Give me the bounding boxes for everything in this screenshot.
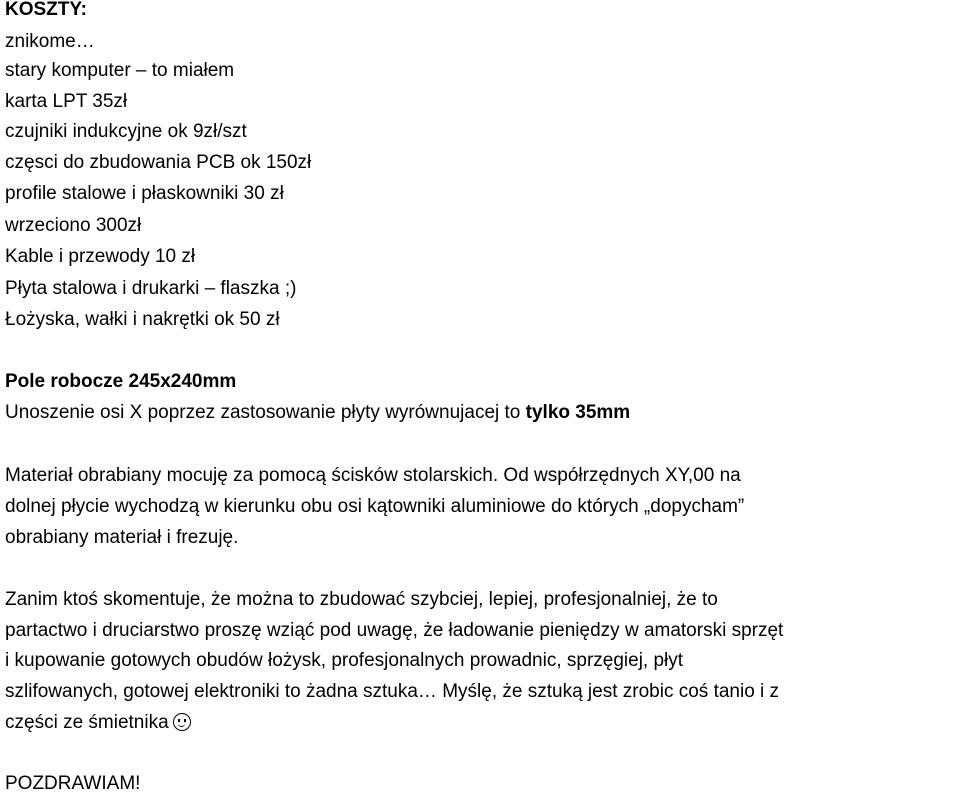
cost-item: stary komputer – to miałem xyxy=(5,60,235,81)
cost-item: znikome… xyxy=(5,31,95,52)
x-axis-raise-text: Unoszenie osi X poprzez zastosowanie płyty wyrównujacej to xyxy=(5,402,526,423)
costs-heading: KOSZTY: xyxy=(5,0,87,20)
cost-item: częsci do zbudowania PCB ok 150zł xyxy=(5,152,312,173)
cost-item: Płyta stalowa i drukarki – flaszka ;) xyxy=(5,278,297,299)
paragraph-line: i kupowanie gotowych obudów łożysk, profesjonalnych prowadnic, sprzęgiej, płyt xyxy=(5,650,684,671)
paragraph-line: obrabiany materiał i frezuję. xyxy=(5,527,239,548)
closing-greeting: POZDRAWIAM! xyxy=(5,773,141,794)
paragraph-line: szlifowanych, gotowej elektroniki to żadna sztuka… Myślę, że sztuką jest zrobic coś tanio i z xyxy=(5,681,780,702)
x-axis-raise-value: tylko 35mm xyxy=(525,402,631,423)
cost-item: Kable i przewody 10 zł xyxy=(5,246,196,267)
work-area-spec: Pole robocze 245x240mm xyxy=(5,371,237,392)
paragraph-line-last xyxy=(5,707,191,738)
cost-item: karta LPT 35zł xyxy=(5,91,128,112)
paragraph-line: Zanim ktoś skomentuje, że można to zbudować szybciej, lepiej, profesjonalniej, że to xyxy=(5,589,718,610)
paragraph-line: Materiał obrabiany mocuję za pomocą ścisków stolarskich. Od współrzędnych XY,00 na xyxy=(5,465,741,486)
smiley-icon xyxy=(173,713,191,731)
paragraph-line: dolnej płycie wychodzą w kierunku obu osi kątowniki aluminiowe do których „dopycham” xyxy=(5,496,745,517)
paragraph-line: partactwo i druciarstwo proszę wziąć pod uwagę, że ładowanie pieniędzy w amatorski sprzęt xyxy=(5,620,784,641)
cost-item: Łożyska, wałki i nakrętki ok 50 zł xyxy=(5,309,280,330)
x-axis-raise-spec xyxy=(5,397,630,428)
paragraph-text: części ze śmietnika xyxy=(5,712,169,733)
cost-item: czujniki indukcyjne ok 9zł/szt xyxy=(5,121,247,142)
cost-item: wrzeciono 300zł xyxy=(5,215,142,236)
cost-item: profile stalowe i płaskowniki 30 zł xyxy=(5,183,284,204)
